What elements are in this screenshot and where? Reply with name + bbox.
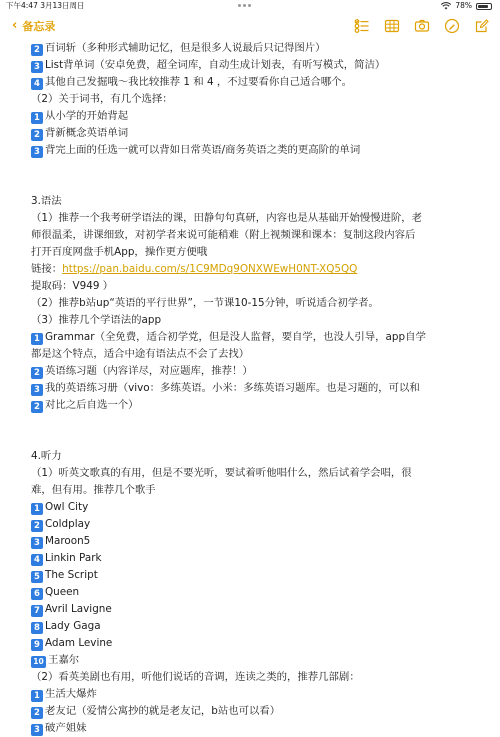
note-line bbox=[31, 329, 492, 346]
note-line-text: Coldplay bbox=[45, 518, 91, 530]
note-line-text: 老友记（爱情公寓抄的就是老友记，b站也可以看） bbox=[45, 705, 281, 717]
number-badge-icon: 3 bbox=[31, 384, 43, 396]
note-line-text: Maroon5 bbox=[45, 535, 91, 547]
compose-button[interactable] bbox=[470, 16, 494, 36]
note-line-text: Owl City bbox=[45, 501, 89, 513]
number-badge-icon: 4 bbox=[31, 554, 43, 566]
note-line bbox=[31, 669, 492, 686]
number-badge-icon: 1 bbox=[31, 503, 43, 515]
note-line-text: （2）关于词书，有几个选择： bbox=[31, 93, 173, 105]
note-line-text: （1）推荐一个我考研学语法的课，田静句句真研，内容也是从基础开始慢慢进阶，老 bbox=[31, 212, 423, 224]
note-line bbox=[31, 193, 492, 210]
wifi-icon bbox=[441, 2, 451, 10]
note-line-text: 难，但有用。推荐几个歌手 bbox=[31, 484, 156, 496]
note-line-text: 提取码：V949 ） bbox=[31, 280, 114, 292]
back-label: 备忘录 bbox=[22, 20, 56, 33]
multitasking-dots[interactable] bbox=[238, 4, 251, 7]
note-line-text: （2）推荐b站up“英语的平行世界”，一节课10-15分钟，听说适合初学者。 bbox=[31, 297, 379, 309]
note-line-text: （2）看英美剧也有用，听他们说话的音调，连读之类的，推荐几部剧： bbox=[31, 671, 360, 683]
note-line bbox=[31, 618, 492, 635]
note-line-text: 其他自己发掘哦～我比较推荐 1 和 4 ，不过要看你自己适合哪个。 bbox=[45, 76, 352, 88]
note-line-text: Linkin Park bbox=[45, 552, 102, 564]
note-line-text: 师很温柔，讲课细致，对初学者来说可能稍难（附上视频课和课本：复制这段内容后 bbox=[31, 229, 416, 241]
note-line bbox=[31, 108, 492, 125]
table-button[interactable] bbox=[380, 16, 404, 36]
number-badge-icon: 1 bbox=[31, 112, 43, 124]
note-line-text: 都是这个特点，适合中途有语法点不会了去找） bbox=[31, 348, 250, 360]
note-line bbox=[31, 91, 492, 108]
number-badge-icon: 2 bbox=[31, 129, 43, 141]
number-badge-icon: 2 bbox=[31, 520, 43, 532]
checklist-icon bbox=[354, 18, 370, 34]
note-line-text: 百词斩（多种形式辅助记忆，但是很多人说最后只记得图片） bbox=[45, 42, 326, 54]
note-line-text: 王嘉尔 bbox=[48, 654, 80, 666]
note-line-text: （3）推荐几个学语法的app bbox=[31, 314, 162, 326]
note-line bbox=[31, 142, 492, 159]
blank-line bbox=[31, 431, 492, 448]
note-line-text: 链接： bbox=[31, 263, 63, 275]
camera-button[interactable] bbox=[410, 16, 434, 36]
number-badge-icon: 4 bbox=[31, 78, 43, 90]
note-line-text: 英语练习题（内容详尽，对应题库，推荐！） bbox=[45, 365, 253, 377]
note-line-text: 背完上面的任选一就可以背如日常英语/商务英语之类的更高阶的单词 bbox=[45, 144, 361, 156]
status-time: 下午4:47 3月13日周日 bbox=[6, 1, 85, 10]
note-line bbox=[31, 652, 492, 669]
blank-line bbox=[31, 176, 492, 193]
note-line-text: 我的英语练习册（vivo：多练英语。小米：多练英语习题库。也是习题的，可以和 bbox=[45, 382, 420, 394]
note-line bbox=[31, 482, 492, 499]
note-line bbox=[31, 346, 492, 363]
chevron-left-icon: ‹ bbox=[12, 18, 18, 33]
number-badge-icon: 10 bbox=[31, 656, 46, 668]
checklist-button[interactable] bbox=[350, 16, 374, 36]
note-line bbox=[31, 312, 492, 329]
number-badge-icon: 6 bbox=[31, 588, 43, 600]
note-line bbox=[31, 397, 492, 414]
battery-percent: 78% bbox=[455, 1, 472, 10]
note-line-text: The Script bbox=[45, 569, 98, 581]
note-line-text: 打开百度网盘手机App，操作更方便哦 bbox=[31, 246, 208, 258]
note-line-text: 背新概念英语单词 bbox=[45, 127, 129, 139]
note-body[interactable] bbox=[0, 40, 500, 735]
note-line bbox=[31, 40, 492, 57]
status-bar bbox=[0, 0, 500, 12]
note-line bbox=[31, 516, 492, 533]
note-line bbox=[31, 686, 492, 703]
battery-icon bbox=[476, 3, 492, 10]
note-line-text: 从小学的开始背起 bbox=[45, 110, 129, 122]
note-line bbox=[31, 720, 492, 737]
blank-line bbox=[31, 159, 492, 176]
note-line bbox=[31, 210, 492, 227]
table-icon bbox=[384, 18, 400, 34]
note-line bbox=[31, 363, 492, 380]
note-line-text: （1）听英文歌真的有用，但是不要光听，要试着听他唱什么，然后试着学会唱，很 bbox=[31, 467, 412, 479]
status-right bbox=[441, 0, 492, 12]
number-badge-icon: 3 bbox=[31, 724, 43, 736]
number-badge-icon: 5 bbox=[31, 571, 43, 583]
note-line-text: Adam Levine bbox=[45, 637, 113, 649]
back-button[interactable] bbox=[12, 18, 55, 34]
markup-button[interactable] bbox=[440, 16, 464, 36]
camera-icon bbox=[414, 18, 430, 34]
note-line-text: Queen bbox=[45, 586, 80, 598]
note-line bbox=[31, 278, 492, 295]
number-badge-icon: 3 bbox=[31, 146, 43, 158]
pen-circle-icon bbox=[444, 18, 460, 34]
number-badge-icon: 2 bbox=[31, 44, 43, 56]
note-line bbox=[31, 635, 492, 652]
note-line-text: Grammar（全免费，适合初学党，但是没人监督，要自学，也没人引导，app自学 bbox=[45, 331, 426, 343]
note-line bbox=[31, 703, 492, 720]
note-line bbox=[31, 567, 492, 584]
note-line bbox=[31, 465, 492, 482]
note-line bbox=[31, 550, 492, 567]
number-badge-icon: 8 bbox=[31, 622, 43, 634]
note-line-text: 3.语法 bbox=[31, 195, 62, 207]
number-badge-icon: 3 bbox=[31, 537, 43, 549]
note-line-text: List背单词（安卓免费，超全词库，自动生成计划表，有听写模式，简洁） bbox=[45, 59, 386, 71]
toolbar bbox=[350, 16, 494, 36]
number-badge-icon: 2 bbox=[31, 367, 43, 379]
note-line-text: 对比之后自选一个） bbox=[45, 399, 139, 411]
note-line bbox=[31, 448, 492, 465]
note-line bbox=[31, 601, 492, 618]
number-badge-icon: 3 bbox=[31, 61, 43, 73]
number-badge-icon: 2 bbox=[31, 401, 43, 413]
number-badge-icon: 1 bbox=[31, 333, 43, 345]
note-line-text: 4.听力 bbox=[31, 450, 62, 462]
note-line-text: Avril Lavigne bbox=[45, 603, 112, 615]
note-line bbox=[31, 74, 492, 91]
blank-line bbox=[31, 414, 492, 431]
number-badge-icon: 9 bbox=[31, 639, 43, 651]
note-line-text: 生活大爆炸 bbox=[45, 688, 97, 700]
note-line-text: Lady Gaga bbox=[45, 620, 101, 632]
note-line bbox=[31, 499, 492, 516]
note-line bbox=[31, 244, 492, 261]
note-line-text: 破产姐妹 bbox=[45, 722, 87, 734]
note-line bbox=[31, 584, 492, 601]
number-badge-icon: 1 bbox=[31, 690, 43, 702]
note-line bbox=[31, 295, 492, 312]
compose-icon bbox=[474, 18, 490, 34]
note-line bbox=[31, 533, 492, 550]
note-line bbox=[31, 227, 492, 244]
number-badge-icon: 2 bbox=[31, 707, 43, 719]
baidu-pan-link[interactable]: https://pan.baidu.com/s/1C9MDq9ONXWEwH0NT-XQ5QQ bbox=[62, 263, 358, 275]
note-line bbox=[31, 125, 492, 142]
nav-bar bbox=[0, 14, 500, 38]
note-line bbox=[31, 57, 492, 74]
note-line bbox=[31, 261, 492, 278]
number-badge-icon: 7 bbox=[31, 605, 43, 617]
note-line bbox=[31, 380, 492, 397]
